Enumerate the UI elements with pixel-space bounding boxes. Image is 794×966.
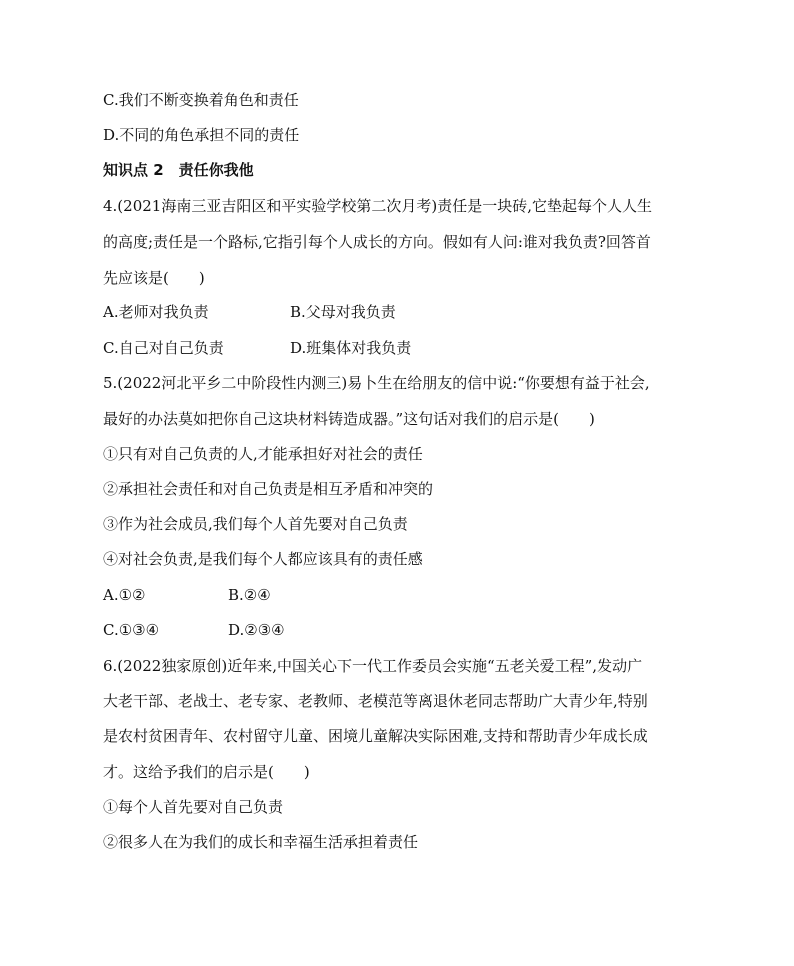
- question-5-statement-1: ①只有对自己负责的人,才能承担好对社会的责任: [103, 445, 423, 463]
- option-d-previous: D.不同的角色承担不同的责任: [103, 126, 300, 144]
- question-6-line-4: 才。这给予我们的启示是( ): [103, 763, 310, 781]
- question-4-line-1: 4.(2021海南三亚吉阳区和平实验学校第二次月考)责任是一块砖,它垫起每个人人生: [103, 197, 652, 215]
- question-5-option-a: A.①②: [103, 586, 146, 604]
- question-6-statement-2: ②很多人在为我们的成长和幸福生活承担着责任: [103, 833, 419, 851]
- question-4-options-row-1: [103, 302, 396, 322]
- option-c-previous: C.我们不断变换着角色和责任: [103, 91, 299, 109]
- question-5-option-b: B.②④: [228, 586, 271, 604]
- question-5-options-row-1: [103, 585, 271, 605]
- question-4-line-3: 先应该是( ): [103, 269, 205, 287]
- question-4-options-row-2: [103, 338, 412, 358]
- question-5-options-row-2: [103, 620, 285, 640]
- question-5-statement-4: ④对社会负责,是我们每个人都应该具有的责任感: [103, 550, 423, 568]
- question-4-option-b: B.父母对我负责: [290, 303, 396, 321]
- section-heading: 知识点 2 责任你我他: [103, 161, 254, 179]
- question-5-option-d: D.②③④: [228, 621, 285, 639]
- question-4-option-a: A.老师对我负责: [103, 303, 209, 321]
- question-4-option-d: D.班集体对我负责: [290, 339, 412, 357]
- question-4-line-2: 的高度;责任是一个路标,它指引每个人成长的方向。假如有人问:谁对我负责?回答首: [103, 233, 651, 251]
- question-5-line-1: 5.(2022河北平乡二中阶段性内测三)易卜生在给朋友的信中说:“你要想有益于社会,: [103, 374, 650, 392]
- question-6-line-2: 大老干部、老战士、老专家、老教师、老模范等离退休老同志帮助广大青少年,特别: [103, 692, 648, 710]
- question-6-line-3: 是农村贫困青年、农村留守儿童、困境儿童解决实际困难,支持和帮助青少年成长成: [103, 727, 648, 745]
- question-5-statement-2: ②承担社会责任和对自己负责是相互矛盾和冲突的: [103, 480, 434, 498]
- question-4-option-c: C.自己对自己负责: [103, 339, 224, 357]
- question-5-statement-3: ③作为社会成员,我们每个人首先要对自己负责: [103, 515, 408, 533]
- question-5-option-c: C.①③④: [103, 621, 160, 639]
- question-6-line-1: 6.(2022独家原创)近年来,中国关心下一代工作委员会实施“五老关爱工程”,发动广: [103, 657, 643, 675]
- question-5-line-2: 最好的办法莫如把你自己这块材料铸造成器。”这句话对我们的启示是( ): [103, 410, 595, 428]
- question-6-statement-1: ①每个人首先要对自己负责: [103, 798, 284, 816]
